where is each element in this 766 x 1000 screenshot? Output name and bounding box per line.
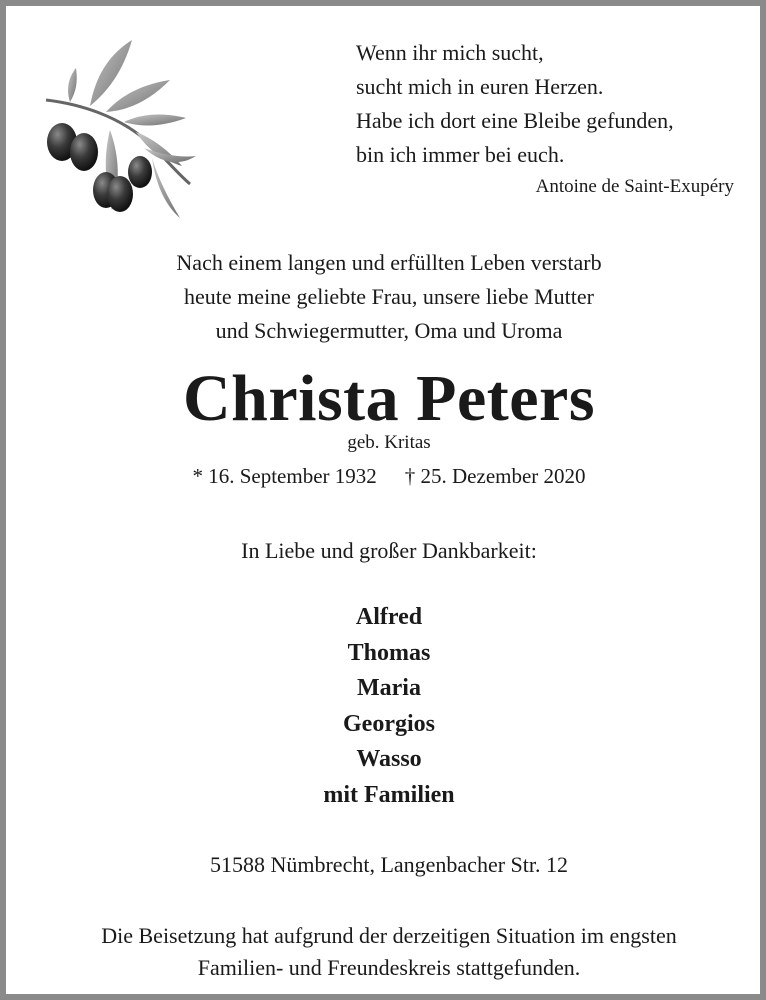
poem-line: sucht mich in euren Herzen.: [356, 74, 604, 99]
poem-line: bin ich immer bei euch.: [356, 142, 565, 167]
poem-author: Antoine de Saint-Exupéry: [535, 176, 734, 197]
notice-line: Familien- und Freundeskreis stattgefunden.: [197, 955, 581, 980]
intro-line: und Schwiegermutter, Oma und Uroma: [215, 318, 563, 343]
thanks-line: In Liebe und großer Dankbarkeit:: [241, 538, 537, 563]
mourner-name: Georgios: [343, 710, 435, 737]
death-date: † 25. Dezember 2020: [404, 464, 586, 488]
life-dates: [6, 464, 766, 489]
mourner-name: Maria: [357, 675, 421, 701]
maiden-name: geb. Kritas: [347, 432, 431, 453]
mourner-name: mit Familien: [323, 781, 455, 808]
mourner-name: Thomas: [347, 639, 431, 666]
olive-branch-icon: [40, 34, 200, 224]
deceased-name: Christa Peters: [182, 362, 596, 435]
poem-line: Wenn ihr mich sucht,: [356, 40, 544, 65]
intro-text: [6, 246, 766, 348]
intro-line: Nach einem langen und erfüllten Leben verstarb: [176, 250, 602, 275]
poem-line: Habe ich dort eine Bleibe gefunden,: [356, 108, 674, 133]
intro-line: heute meine geliebte Frau, unsere liebe Mutter: [184, 284, 594, 309]
address: 51588 Nümbrecht, Langenbacher Str. 12: [209, 852, 568, 877]
notice-line: Die Beisetzung hat aufgrund der derzeitigen Situation im engsten: [101, 923, 677, 948]
birth-date: * 16. September 1932: [192, 464, 377, 488]
mourner-name: Alfred: [355, 604, 423, 630]
burial-notice: [6, 920, 766, 984]
poem: [356, 36, 674, 172]
mourners-list: [6, 600, 766, 813]
mourner-name: Wasso: [356, 746, 422, 772]
